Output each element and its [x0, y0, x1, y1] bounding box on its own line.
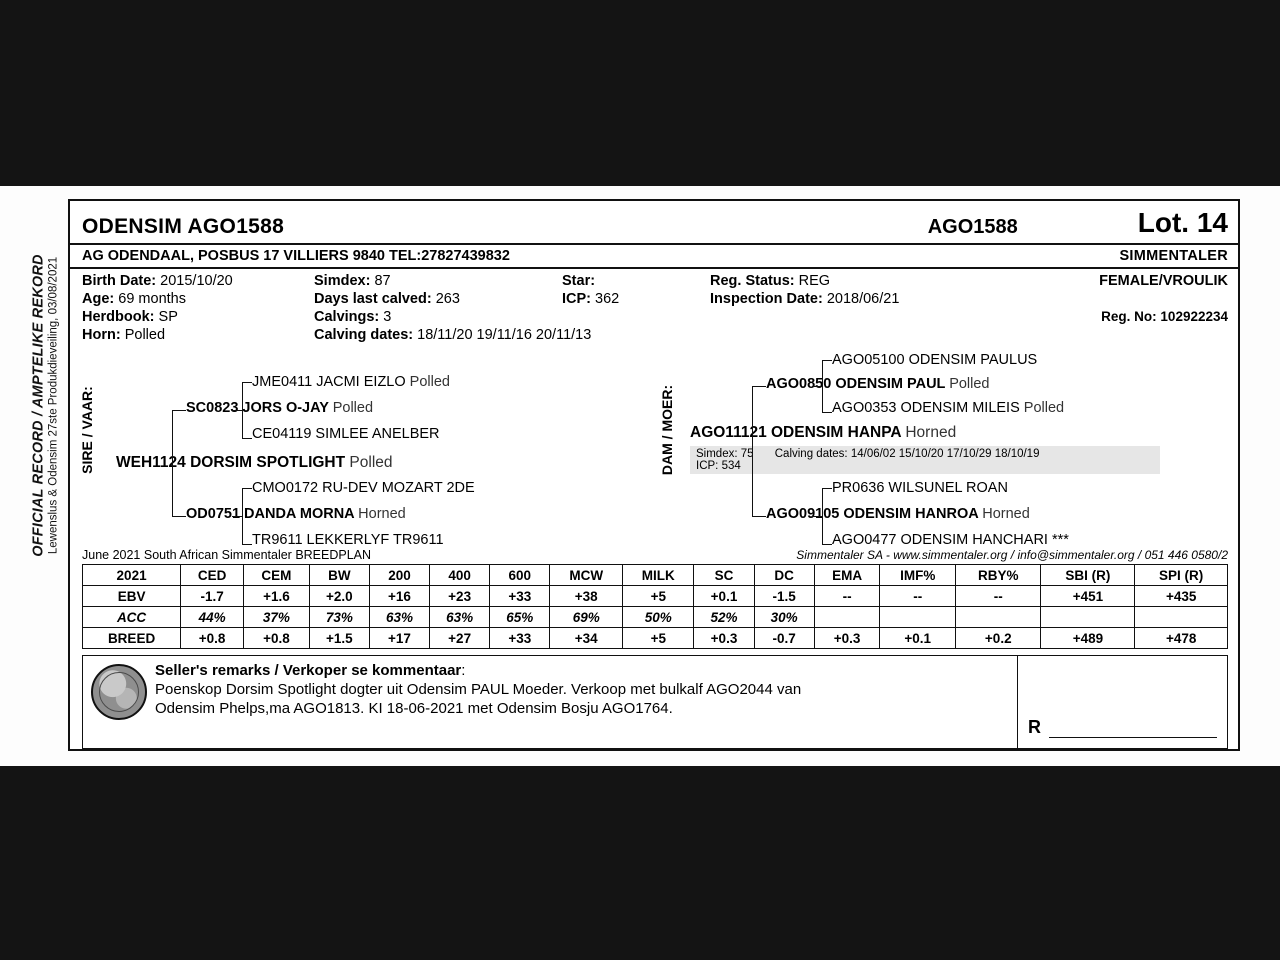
- dam-dam-horn: Horned: [982, 506, 1030, 522]
- breedplan-table: [82, 564, 1228, 649]
- fact-horn-label: Horn:: [82, 327, 121, 343]
- animal-sex: FEMALE/VROULIK: [1099, 273, 1228, 289]
- bp-col-2: CEM: [244, 565, 310, 586]
- dam-sire-horn: Polled: [949, 376, 990, 392]
- remarks-section: [82, 655, 1228, 749]
- breedplan-header: [70, 546, 1238, 564]
- bp-acc-7: 50%: [623, 607, 694, 628]
- bp-col-6: 600: [490, 565, 550, 586]
- dam-lower-bracket-top: [822, 488, 832, 489]
- fact-birth-date-value: 2015/10/20: [160, 273, 233, 289]
- reg-no-label: Reg. No:: [1101, 309, 1157, 324]
- bp-row-label-ebv: EBV: [83, 586, 181, 607]
- bp-ebv-6: +38: [550, 586, 623, 607]
- sire-lower-bracket: [242, 488, 243, 544]
- reg-no-value: 102922234: [1160, 309, 1228, 324]
- facts-spacer-4: [710, 327, 1000, 343]
- dam-gp-3: PR0636 WILSUNEL ROAN: [832, 480, 1008, 496]
- facts-spacer-3: [710, 309, 1000, 325]
- dam-sire: AGO0850 ODENSIM PAUL Polled: [766, 376, 990, 392]
- dam-icp-label: ICP:: [696, 460, 719, 472]
- dam-gp-1: AGO05100 ODENSIM PAULUS: [832, 352, 1038, 368]
- catalogue-page: [0, 186, 1280, 766]
- sire-tree: [102, 350, 650, 546]
- dam-main-bracket: [752, 386, 753, 516]
- dam-gp-2-horn: Polled: [1023, 400, 1065, 416]
- bp-ebv-11: --: [880, 586, 956, 607]
- bp-breed-3: +17: [369, 628, 429, 649]
- breeder-address-row: [70, 245, 1238, 267]
- animal-id: AGO1588: [927, 216, 1018, 238]
- dam-main-bracket-top: [752, 386, 766, 387]
- sire-main: WEH1124 DORSIM SPOTLIGHT Polled: [116, 454, 393, 471]
- breedplan-contact: Simmentaler SA - www.simmentaler.org / info@simmentaler.org / 051 446 0580/2: [796, 548, 1228, 562]
- dam-pedigree: [654, 350, 1230, 546]
- bp-col-0: 2021: [83, 565, 181, 586]
- fact-days-last-calved-value: 263: [435, 291, 460, 307]
- breedplan-row-ebv: [83, 586, 1228, 607]
- sire-dam: OD0751 DANDA MORNA Horned: [186, 506, 406, 522]
- remarks-line-2: Odensim Phelps,ma AGO1813. KI 18-06-2021 met Odensim Bosju AGO1764.: [155, 699, 673, 717]
- remarks-text: [155, 660, 801, 744]
- sire-dam-horn: Horned: [358, 506, 406, 522]
- bp-col-9: SC: [694, 565, 754, 586]
- lot-number: Lot. 14: [1137, 207, 1228, 238]
- bp-col-1: CED: [181, 565, 244, 586]
- bottom-letterbox-band: [0, 766, 1280, 960]
- remarks-line-1: Poenskop Dorsim Spotlight dogter uit Odensim PAUL Moeder. Verkoop met bulkalf AGO2044 van: [155, 680, 802, 698]
- fact-age: [82, 291, 314, 307]
- fact-calving-dates-label: Calving dates:: [314, 327, 414, 343]
- fact-calvings-label: Calvings:: [314, 309, 380, 325]
- bp-acc-3: 63%: [369, 607, 429, 628]
- bp-col-8: MILK: [623, 565, 694, 586]
- fact-icp-label: ICP:: [562, 291, 591, 307]
- sire-lower-bracket-top: [242, 488, 252, 489]
- bp-ebv-13: +451: [1041, 586, 1135, 607]
- dam-calving-dates-value: 14/06/02 15/10/20 17/10/29 18/10/19: [850, 448, 1040, 460]
- bp-col-14: SBI (R): [1041, 565, 1135, 586]
- sire-gp-4: TR9611 LEKKERLYF TR9611: [252, 532, 444, 548]
- bp-ebv-12: --: [956, 586, 1041, 607]
- dam-upper-bracket: [822, 360, 823, 412]
- dam-gp-2: AGO0353 ODENSIM MILEIS Polled: [832, 400, 1065, 416]
- bp-col-10: DC: [754, 565, 814, 586]
- price-currency-label: R: [1028, 717, 1041, 737]
- fact-calving-dates-value: 18/11/20 19/11/16 20/11/13: [417, 327, 592, 343]
- bp-ebv-9: -1.5: [754, 586, 814, 607]
- dam-gp-4: AGO0477 ODENSIM HANCHARI ***: [832, 532, 1069, 548]
- fact-days-last-calved-label: Days last calved:: [314, 291, 432, 307]
- fact-inspection-date-value: 2018/06/21: [826, 291, 900, 307]
- breedplan-row-breed: [83, 628, 1228, 649]
- bp-ebv-5: +33: [490, 586, 550, 607]
- bp-breed-5: +33: [490, 628, 550, 649]
- fact-days-last-calved: [314, 291, 562, 307]
- bp-breed-9: -0.7: [754, 628, 814, 649]
- dam-upper-stem: [812, 386, 822, 387]
- price-write-in-line[interactable]: [1049, 724, 1217, 738]
- bp-ebv-4: +23: [430, 586, 490, 607]
- bp-row-label-acc: ACC: [83, 607, 181, 628]
- bp-breed-2: +1.5: [309, 628, 369, 649]
- bp-acc-12: [956, 607, 1041, 628]
- animal-facts: [70, 267, 1238, 345]
- bp-breed-0: +0.8: [181, 628, 244, 649]
- facts-spacer-2: [562, 309, 710, 325]
- bp-breed-14: +478: [1135, 628, 1228, 649]
- dam-upper-bracket-top: [822, 360, 832, 361]
- fact-horn-value: Polled: [124, 327, 166, 343]
- facts-spacer-5: [1000, 327, 1228, 343]
- side-label-line1: OFFICIAL RECORD / AMPTELIKE REKORD: [30, 254, 47, 557]
- sire-main-horn: Polled: [349, 454, 393, 471]
- dam-simdex-label: Simdex:: [696, 448, 738, 460]
- fact-star-label: Star:: [562, 273, 596, 289]
- bp-acc-4: 63%: [430, 607, 490, 628]
- dam-lower-stem: [812, 516, 822, 517]
- bp-breed-13: +489: [1041, 628, 1135, 649]
- bp-breed-11: +0.1: [880, 628, 956, 649]
- sire-gp-2: CE04119 SIMLEE ANELBER: [252, 426, 440, 442]
- facts-spacer-1: [1000, 291, 1228, 307]
- dam-icp-value: 534: [721, 460, 741, 472]
- fact-horn: [82, 327, 314, 343]
- bp-ebv-2: +2.0: [309, 586, 369, 607]
- dam-upper-bracket-bottom: [822, 412, 832, 413]
- remarks-heading: [155, 662, 801, 681]
- bp-acc-5: 65%: [490, 607, 550, 628]
- bp-ebv-0: -1.7: [181, 586, 244, 607]
- sire-upper-bracket: [242, 382, 243, 438]
- breeder-address: AG ODENDAAL, POSBUS 17 VILLIERS 9840 TEL:27827439832: [82, 248, 510, 264]
- side-label-line2: Lewenslus & Odensim 27ste Produkdieveiling, 03/08/2021: [47, 256, 60, 555]
- bp-ebv-8: +0.1: [694, 586, 754, 607]
- sire-gp-3: CMO0172 RU-DEV MOZART 2DE: [252, 480, 475, 496]
- bp-acc-11: [880, 607, 956, 628]
- sire-main-bracket-top: [172, 410, 186, 411]
- fact-herdbook-label: Herdbook:: [82, 309, 155, 325]
- dam-main: AGO11121 ODENSIM HANPA Horned: [690, 424, 957, 441]
- fact-age-label: Age:: [82, 291, 115, 307]
- remarks-colon: :: [461, 662, 466, 679]
- bp-acc-10: [814, 607, 880, 628]
- breedplan-title: June 2021 South African Simmentaler BREEDPLAN: [82, 548, 372, 562]
- bp-ebv-1: +1.6: [244, 586, 310, 607]
- reg-no: [1000, 309, 1228, 325]
- fact-calving-dates: [314, 327, 710, 343]
- sire-axis-label: SIRE / VAAR:: [79, 386, 95, 474]
- bp-col-13: RBY%: [956, 565, 1041, 586]
- bp-ebv-7: +5: [623, 586, 694, 607]
- fact-reg-status-label: Reg. Status:: [710, 273, 795, 289]
- dam-lower-bracket-bottom: [822, 544, 832, 545]
- sire-sire: SC0823 JORS O-JAY Polled: [186, 400, 374, 416]
- dam-main-bracket-bottom: [752, 516, 766, 517]
- fact-calvings: [314, 309, 562, 325]
- breedplan-header-row: [83, 565, 1228, 586]
- bp-acc-6: 69%: [550, 607, 623, 628]
- fact-herdbook-value: SP: [158, 309, 178, 325]
- fact-calvings-value: 3: [383, 309, 392, 325]
- bp-row-label-breed: BREED: [83, 628, 181, 649]
- sire-upper-bracket-top: [242, 382, 252, 383]
- bp-col-5: 400: [430, 565, 490, 586]
- fact-icp: [562, 291, 710, 307]
- bp-breed-7: +5: [623, 628, 694, 649]
- fact-birth-date-label: Birth Date:: [82, 273, 157, 289]
- sire-main-bracket-bottom: [172, 516, 186, 517]
- breedplan-row-acc: [83, 607, 1228, 628]
- sire-sire-horn: Polled: [332, 400, 374, 416]
- bp-acc-13: [1041, 607, 1135, 628]
- bp-breed-12: +0.2: [956, 628, 1041, 649]
- bp-acc-0: 44%: [181, 607, 244, 628]
- remarks-title: Seller's remarks / Verkoper se kommentaar: [155, 662, 462, 679]
- sire-upper-bracket-bottom: [242, 438, 252, 439]
- breed-society-logo-icon: [91, 664, 147, 720]
- fact-reg-status-value: REG: [798, 273, 831, 289]
- dam-axis-label: DAM / MOER:: [659, 384, 675, 476]
- animal-name: ODENSIM AGO1588: [82, 215, 285, 238]
- breed-name: SIMMENTALER: [1119, 248, 1228, 264]
- remarks-main: [83, 656, 1017, 748]
- bp-acc-8: 52%: [694, 607, 754, 628]
- fact-star: [562, 273, 710, 289]
- sire-main-bracket: [172, 410, 173, 516]
- bp-col-4: 200: [369, 565, 429, 586]
- fact-inspection-date: [710, 291, 1000, 307]
- top-letterbox-band: [0, 0, 1280, 186]
- bp-breed-4: +27: [430, 628, 490, 649]
- sire-gp-1-horn: Polled: [409, 374, 450, 390]
- dam-dam: AGO09105 ODENSIM HANROA Horned: [766, 506, 1030, 522]
- bp-ebv-3: +16: [369, 586, 429, 607]
- fact-herdbook: [82, 309, 314, 325]
- fact-simdex: [314, 273, 562, 289]
- bp-acc-1: 37%: [244, 607, 310, 628]
- dam-extra-stats: [690, 446, 1160, 474]
- bp-col-15: SPI (R): [1135, 565, 1228, 586]
- bp-col-3: BW: [309, 565, 369, 586]
- animal-record-card: [68, 199, 1240, 751]
- dam-main-horn: Horned: [905, 424, 957, 441]
- fact-icp-value: 362: [595, 291, 620, 307]
- bp-ebv-14: +435: [1135, 586, 1228, 607]
- dam-simdex-value: 75: [740, 448, 754, 460]
- bp-col-7: MCW: [550, 565, 623, 586]
- sire-lower-stem: [232, 516, 242, 517]
- sire-upper-stem: [232, 410, 242, 411]
- pedigree-section: [70, 345, 1238, 546]
- bp-breed-1: +0.8: [244, 628, 310, 649]
- dam-calving-dates-label: Calving dates:: [774, 448, 848, 460]
- bp-acc-9: 30%: [754, 607, 814, 628]
- sire-lower-bracket-bottom: [242, 544, 252, 545]
- dam-tree: [682, 350, 1230, 546]
- bp-breed-10: +0.3: [814, 628, 880, 649]
- bp-acc-2: 73%: [309, 607, 369, 628]
- fact-reg-status: [710, 273, 1000, 289]
- fact-simdex-value: 87: [374, 273, 391, 289]
- fact-age-value: 69 months: [118, 291, 186, 307]
- side-vertical-label: [0, 186, 68, 766]
- bp-breed-6: +34: [550, 628, 623, 649]
- dam-lower-bracket: [822, 488, 823, 544]
- fact-inspection-date-label: Inspection Date:: [710, 291, 823, 307]
- bp-ebv-10: --: [814, 586, 880, 607]
- bp-col-12: IMF%: [880, 565, 956, 586]
- card-header: [70, 201, 1238, 241]
- price-field[interactable]: [1017, 656, 1227, 748]
- bp-col-11: EMA: [814, 565, 880, 586]
- bp-breed-8: +0.3: [694, 628, 754, 649]
- fact-simdex-label: Simdex:: [314, 273, 371, 289]
- fact-birth-date: [82, 273, 314, 289]
- sire-gp-1: JME0411 JACMI EIZLO Polled: [252, 374, 450, 390]
- sire-pedigree: [74, 350, 650, 546]
- bp-acc-14: [1135, 607, 1228, 628]
